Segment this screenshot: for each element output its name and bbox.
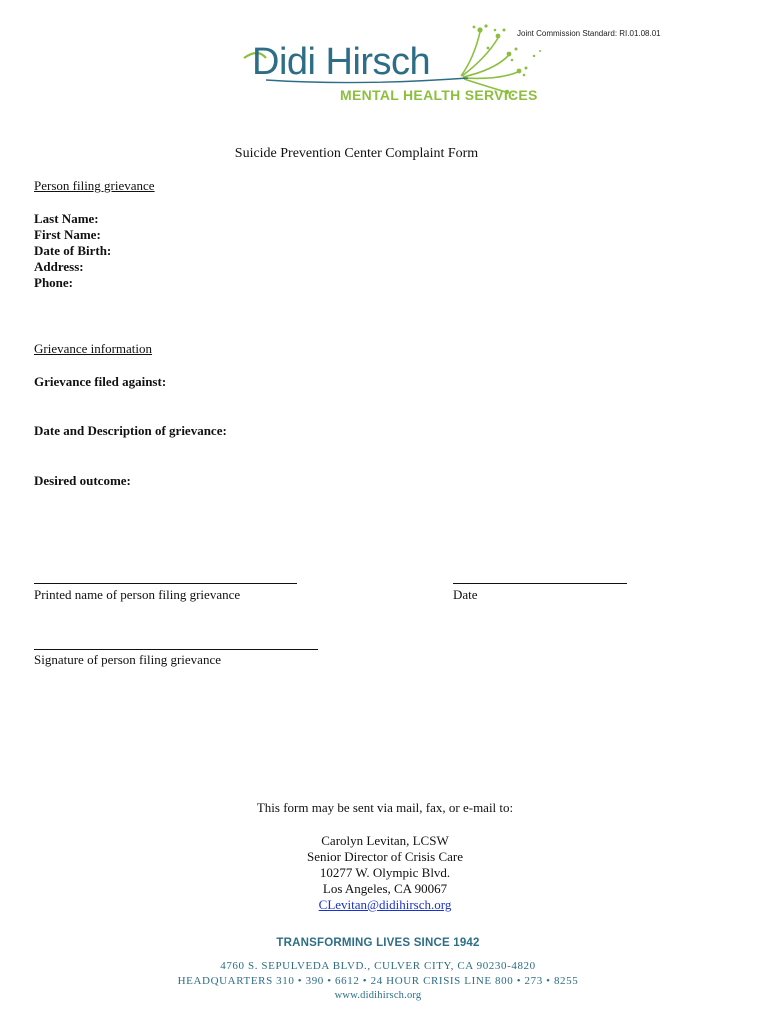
contact-email-row xyxy=(0,897,770,914)
date-line xyxy=(453,583,627,584)
signature-line xyxy=(34,649,318,650)
contact-city: Los Angeles, CA 90067 xyxy=(322,881,448,896)
field-date-of-birth: Date of Birth: xyxy=(34,243,112,258)
logo-name: Didi Hirsch xyxy=(252,41,431,83)
field-grievance-filed-against: Grievance filed against: xyxy=(34,374,167,389)
field-last-name: Last Name: xyxy=(34,211,99,226)
logo-tagline: MENTAL HEALTH SERVICES xyxy=(340,87,538,103)
didi-hirsch-logo xyxy=(236,18,546,108)
field-first-name: First Name: xyxy=(34,227,101,242)
section-heading-grievance: Grievance information xyxy=(34,341,153,356)
contact-name: Carolyn Levitan, LCSW xyxy=(321,833,449,848)
form-title: Suicide Prevention Center Complaint Form xyxy=(234,146,479,161)
contact-role: Senior Director of Crisis Care xyxy=(307,849,463,864)
footer-phones: HEADQUARTERS 310 • 390 • 6612 • 24 HOUR CRISIS LINE 800 • 273 • 8255 xyxy=(177,975,579,987)
footer-address: 4760 S. SEPULVEDA BLVD., CULVER CITY, CA 90230-4820 xyxy=(220,960,536,972)
field-grievance-description: Date and Description of grievance: xyxy=(34,423,227,438)
sprig-graphic xyxy=(461,32,518,92)
date-caption: Date xyxy=(453,587,478,602)
field-phone: Phone: xyxy=(34,275,73,290)
field-desired-outcome: Desired outcome: xyxy=(34,473,131,488)
contact-intro: This form may be sent via mail, fax, or e-mail to: xyxy=(256,800,514,815)
footer-tagline: TRANSFORMING LIVES SINCE 1942 xyxy=(276,937,480,949)
footer-website: www.didihirsch.org xyxy=(334,990,422,1001)
joint-commission-standard: Joint Commission Standard: RI.01.08.01 xyxy=(517,29,661,38)
section-heading-person: Person filing grievance xyxy=(34,178,155,193)
printed-name-caption: Printed name of person filing grievance xyxy=(34,587,241,602)
printed-name-line xyxy=(34,583,297,584)
signature-caption: Signature of person filing grievance xyxy=(34,652,221,667)
contact-street: 10277 W. Olympic Blvd. xyxy=(319,865,451,880)
field-address: Address: xyxy=(34,259,84,274)
contact-email-link[interactable]: CLevitan@didihirsch.org xyxy=(318,897,452,912)
